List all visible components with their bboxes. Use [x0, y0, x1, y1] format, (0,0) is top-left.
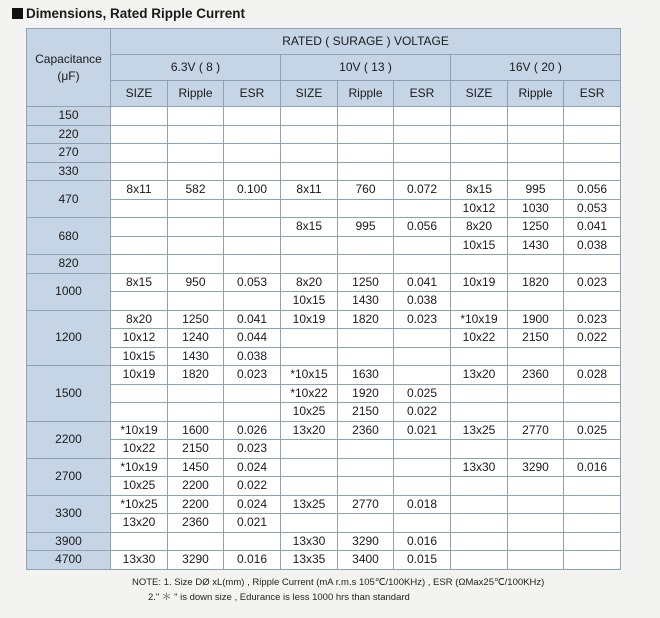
column-header-esr: ESR — [224, 81, 281, 107]
table-cell — [451, 440, 508, 459]
table-cell: 1430 — [168, 347, 224, 366]
capacitance-header — [27, 29, 111, 107]
table-cell: 8x20 — [111, 310, 168, 329]
capacitance-cell: 820 — [27, 255, 111, 274]
table-cell — [281, 236, 338, 255]
table-cell — [224, 236, 281, 255]
column-header-ripple: Ripple — [168, 81, 224, 107]
table-row — [27, 199, 621, 218]
table-cell — [508, 255, 564, 274]
table-cell — [394, 458, 451, 477]
column-header-size: SIZE — [111, 81, 168, 107]
table-cell — [451, 107, 508, 126]
table-cell: 0.028 — [564, 366, 621, 385]
table-cell: 13x30 — [451, 458, 508, 477]
table-cell — [338, 458, 394, 477]
table-cell: 0.053 — [564, 199, 621, 218]
table-cell: 0.056 — [564, 181, 621, 200]
table-cell: 13x25 — [451, 421, 508, 440]
table-cell: 950 — [168, 273, 224, 292]
table-cell — [564, 403, 621, 422]
table-cell: 0.026 — [224, 421, 281, 440]
table-cell: 2360 — [338, 421, 394, 440]
table-cell: 13x30 — [281, 532, 338, 551]
note-2: 2." ＊ " is down size , Edurance is less 1000 hrs than standard — [148, 592, 410, 603]
table-cell: *10x25 — [111, 495, 168, 514]
table-cell — [338, 236, 394, 255]
table-cell: 0.016 — [394, 532, 451, 551]
table-cell: 0.022 — [564, 329, 621, 348]
table-cell: 1630 — [338, 366, 394, 385]
table-cell — [508, 292, 564, 311]
table-cell: 0.016 — [564, 458, 621, 477]
table-cell — [224, 384, 281, 403]
table-cell — [111, 107, 168, 126]
table-cell — [508, 477, 564, 496]
table-cell: 8x11 — [111, 181, 168, 200]
table-cell — [451, 551, 508, 570]
table-row — [27, 310, 621, 329]
table-cell — [111, 532, 168, 551]
table-cell: 10x12 — [451, 199, 508, 218]
table-row — [27, 551, 621, 570]
table-cell — [394, 236, 451, 255]
table-cell — [224, 162, 281, 181]
table-cell — [168, 218, 224, 237]
table-cell — [394, 162, 451, 181]
table-cell — [338, 347, 394, 366]
table-cell — [451, 255, 508, 274]
table-cell: 0.041 — [224, 310, 281, 329]
table-cell: 8x15 — [281, 218, 338, 237]
table-cell — [281, 125, 338, 144]
table-cell: 8x20 — [451, 218, 508, 237]
table-cell: 0.100 — [224, 181, 281, 200]
table-cell: 995 — [508, 181, 564, 200]
table-cell: 0.041 — [564, 218, 621, 237]
table-row — [27, 218, 621, 237]
capacitance-header-label: Capacitance — [35, 51, 102, 66]
table-cell — [394, 514, 451, 533]
table-cell: 10x22 — [451, 329, 508, 348]
table-cell — [564, 477, 621, 496]
table-cell — [564, 162, 621, 181]
table-cell — [564, 144, 621, 163]
capacitance-header-unit: (μF) — [57, 68, 80, 83]
note-1: NOTE: 1. Size DØ xL(mm) , Ripple Current (mA r.m.s 105℃/100KHz) , ESR (ΩMax25℃/100KHz) — [132, 577, 545, 588]
table-cell — [111, 144, 168, 163]
table-cell: 3290 — [168, 551, 224, 570]
section-title-text: Dimensions, Rated Ripple Current — [26, 6, 246, 21]
table-cell — [338, 329, 394, 348]
table-row — [27, 125, 621, 144]
capacitance-cell: 1500 — [27, 366, 111, 422]
table-cell: 0.024 — [224, 495, 281, 514]
table-cell — [508, 440, 564, 459]
table-cell: 1430 — [338, 292, 394, 311]
capacitance-cell: 3300 — [27, 495, 111, 532]
table-row — [27, 236, 621, 255]
table-row — [27, 366, 621, 385]
table-cell — [394, 144, 451, 163]
capacitance-cell: 470 — [27, 181, 111, 218]
capacitance-cell: 150 — [27, 107, 111, 126]
table-cell — [111, 255, 168, 274]
table-cell: 10x15 — [451, 236, 508, 255]
table-cell — [564, 255, 621, 274]
voltage-header: 10V ( 13 ) — [281, 55, 451, 81]
table-cell: 10x15 — [281, 292, 338, 311]
table-cell — [451, 477, 508, 496]
table-cell — [338, 125, 394, 144]
table-row — [27, 144, 621, 163]
voltage-header: 16V ( 20 ) — [451, 55, 621, 81]
capacitance-cell: 330 — [27, 162, 111, 181]
table-cell — [281, 162, 338, 181]
table-cell: 0.053 — [224, 273, 281, 292]
table-cell: 1920 — [338, 384, 394, 403]
table-cell: 1820 — [508, 273, 564, 292]
column-header-size: SIZE — [281, 81, 338, 107]
table-cell: 1600 — [168, 421, 224, 440]
table-cell — [224, 125, 281, 144]
table-cell — [338, 107, 394, 126]
table-cell: 1820 — [338, 310, 394, 329]
table-cell — [564, 514, 621, 533]
table-row — [27, 458, 621, 477]
table-cell: 995 — [338, 218, 394, 237]
table-cell: 1250 — [508, 218, 564, 237]
table-row — [27, 329, 621, 348]
table-cell — [281, 329, 338, 348]
table-cell: 0.038 — [564, 236, 621, 255]
table-cell — [394, 366, 451, 385]
table-cell: 13x20 — [111, 514, 168, 533]
table-cell: 2150 — [508, 329, 564, 348]
table-row — [27, 347, 621, 366]
table-cell — [338, 255, 394, 274]
table-cell — [564, 495, 621, 514]
table-cell — [564, 551, 621, 570]
table-cell: 0.022 — [394, 403, 451, 422]
table-cell — [111, 384, 168, 403]
table-row — [27, 273, 621, 292]
table-cell — [224, 532, 281, 551]
table-cell: 1250 — [168, 310, 224, 329]
table-cell: 2200 — [168, 477, 224, 496]
table-row — [27, 403, 621, 422]
table-cell: 13x30 — [111, 551, 168, 570]
capacitance-cell: 2700 — [27, 458, 111, 495]
table-cell: 2200 — [168, 495, 224, 514]
table-cell: *10x22 — [281, 384, 338, 403]
table-cell: 0.041 — [394, 273, 451, 292]
table-row — [27, 384, 621, 403]
table-cell: 0.021 — [394, 421, 451, 440]
table-cell: 0.021 — [224, 514, 281, 533]
table-cell: 1450 — [168, 458, 224, 477]
table-cell — [508, 551, 564, 570]
table-cell: 10x12 — [111, 329, 168, 348]
table-cell — [168, 199, 224, 218]
table-cell: 8x20 — [281, 273, 338, 292]
table-cell — [338, 144, 394, 163]
table-row — [27, 162, 621, 181]
table-cell: 760 — [338, 181, 394, 200]
voltage-header: 6.3V ( 8 ) — [111, 55, 281, 81]
table-cell — [451, 347, 508, 366]
table-cell: 10x19 — [451, 273, 508, 292]
column-header-ripple: Ripple — [508, 81, 564, 107]
table-cell: 10x25 — [111, 477, 168, 496]
table-row — [27, 292, 621, 311]
table-cell — [394, 329, 451, 348]
table-cell — [224, 292, 281, 311]
table-cell: 10x19 — [281, 310, 338, 329]
table-cell — [281, 347, 338, 366]
table-cell — [224, 403, 281, 422]
table-row — [27, 421, 621, 440]
table-cell: 1430 — [508, 236, 564, 255]
table-cell: 0.044 — [224, 329, 281, 348]
table-cell — [394, 125, 451, 144]
table-cell — [451, 514, 508, 533]
table-cell — [451, 292, 508, 311]
column-header-esr: ESR — [564, 81, 621, 107]
table-cell — [394, 347, 451, 366]
table-cell: 8x11 — [281, 181, 338, 200]
table-row — [27, 514, 621, 533]
table-cell — [564, 107, 621, 126]
table-cell — [451, 162, 508, 181]
table-cell — [168, 384, 224, 403]
capacitance-cell: 680 — [27, 218, 111, 255]
table-cell — [451, 495, 508, 514]
table-cell — [564, 347, 621, 366]
table-cell: 2150 — [168, 440, 224, 459]
table-cell — [168, 107, 224, 126]
table-cell: 2770 — [338, 495, 394, 514]
table-cell — [168, 144, 224, 163]
capacitance-cell: 220 — [27, 125, 111, 144]
table-cell — [281, 514, 338, 533]
table-cell: 2150 — [338, 403, 394, 422]
table-cell: 0.016 — [224, 551, 281, 570]
table-cell: 13x20 — [281, 421, 338, 440]
table-cell: 0.022 — [224, 477, 281, 496]
table-cell — [508, 384, 564, 403]
table-cell: *10x15 — [281, 366, 338, 385]
table-notes — [132, 575, 544, 605]
table-cell: *10x19 — [451, 310, 508, 329]
table-cell — [338, 162, 394, 181]
table-cell — [224, 255, 281, 274]
table-cell — [168, 162, 224, 181]
table-cell: 0.018 — [394, 495, 451, 514]
table-cell: 0.023 — [224, 366, 281, 385]
capacitance-cell: 4700 — [27, 551, 111, 570]
table-cell — [224, 144, 281, 163]
square-bullet-icon — [12, 8, 23, 19]
table-cell: 10x19 — [111, 366, 168, 385]
section-title — [12, 4, 245, 24]
table-cell — [281, 440, 338, 459]
table-cell — [111, 199, 168, 218]
table-cell — [451, 532, 508, 551]
table-cell — [111, 403, 168, 422]
table-cell: 8x15 — [111, 273, 168, 292]
table-cell: 0.023 — [564, 310, 621, 329]
table-cell: 0.023 — [394, 310, 451, 329]
table-row — [27, 477, 621, 496]
table-cell: 10x25 — [281, 403, 338, 422]
table-cell: 10x22 — [111, 440, 168, 459]
table-cell — [281, 199, 338, 218]
table-cell: 1820 — [168, 366, 224, 385]
table-cell: 1030 — [508, 199, 564, 218]
ripple-current-table — [26, 28, 621, 570]
capacitance-cell: 2200 — [27, 421, 111, 458]
table-cell: 0.023 — [564, 273, 621, 292]
table-cell: 0.025 — [394, 384, 451, 403]
table-cell — [564, 384, 621, 403]
table-cell — [224, 107, 281, 126]
table-row — [27, 255, 621, 274]
table-cell — [451, 384, 508, 403]
table-row — [27, 107, 621, 126]
table-cell — [281, 107, 338, 126]
table-cell — [281, 144, 338, 163]
table-cell: 0.072 — [394, 181, 451, 200]
table-cell — [168, 403, 224, 422]
table-cell — [111, 236, 168, 255]
table-cell — [508, 347, 564, 366]
table-row — [27, 532, 621, 551]
table-cell — [508, 107, 564, 126]
table-cell — [564, 440, 621, 459]
table-cell: 0.024 — [224, 458, 281, 477]
table-cell: 0.023 — [224, 440, 281, 459]
table-cell: 10x15 — [111, 347, 168, 366]
table-cell — [338, 440, 394, 459]
table-cell: 582 — [168, 181, 224, 200]
table-cell: 13x25 — [281, 495, 338, 514]
table-cell — [508, 162, 564, 181]
table-cell: 3290 — [508, 458, 564, 477]
table-cell: 0.038 — [224, 347, 281, 366]
table-cell — [508, 144, 564, 163]
table-cell: 1250 — [338, 273, 394, 292]
table-cell — [564, 292, 621, 311]
table-cell — [111, 292, 168, 311]
table-row — [27, 181, 621, 200]
table-cell — [338, 199, 394, 218]
table-cell — [508, 532, 564, 551]
table-cell: 0.025 — [564, 421, 621, 440]
table-cell: 0.056 — [394, 218, 451, 237]
table-cell — [224, 218, 281, 237]
table-cell — [394, 255, 451, 274]
table-cell: 2360 — [168, 514, 224, 533]
table-cell — [168, 532, 224, 551]
table-cell — [111, 218, 168, 237]
table-cell — [111, 162, 168, 181]
table-cell — [168, 236, 224, 255]
column-header-ripple: Ripple — [338, 81, 394, 107]
table-row — [27, 440, 621, 459]
table-cell — [394, 107, 451, 126]
table-cell — [451, 144, 508, 163]
table-cell: 0.015 — [394, 551, 451, 570]
capacitance-cell: 1000 — [27, 273, 111, 310]
table-cell: 3290 — [338, 532, 394, 551]
table-cell: 1240 — [168, 329, 224, 348]
table-cell: 13x35 — [281, 551, 338, 570]
capacitance-cell: 270 — [27, 144, 111, 163]
column-header-size: SIZE — [451, 81, 508, 107]
table-cell — [564, 532, 621, 551]
table-cell: *10x19 — [111, 458, 168, 477]
table-cell: 0.038 — [394, 292, 451, 311]
table-cell — [111, 125, 168, 144]
table-cell — [281, 255, 338, 274]
table-cell — [508, 403, 564, 422]
table-cell — [394, 199, 451, 218]
table-cell — [281, 458, 338, 477]
table-cell — [338, 514, 394, 533]
table-cell: 13x20 — [451, 366, 508, 385]
table-cell — [451, 403, 508, 422]
table-cell: 8x15 — [451, 181, 508, 200]
table-cell: 1900 — [508, 310, 564, 329]
table-cell — [508, 495, 564, 514]
capacitance-cell: 3900 — [27, 532, 111, 551]
table-cell — [451, 125, 508, 144]
table-cell — [224, 199, 281, 218]
table-cell — [564, 125, 621, 144]
table-cell: 3400 — [338, 551, 394, 570]
table-cell — [508, 514, 564, 533]
column-header-esr: ESR — [394, 81, 451, 107]
table-cell: *10x19 — [111, 421, 168, 440]
table-cell — [394, 477, 451, 496]
table-row — [27, 495, 621, 514]
table-cell — [168, 125, 224, 144]
table-cell — [508, 125, 564, 144]
table-cell — [168, 255, 224, 274]
capacitance-cell: 1200 — [27, 310, 111, 366]
table-cell — [394, 440, 451, 459]
table-cell — [338, 477, 394, 496]
table-cell — [168, 292, 224, 311]
rated-voltage-header: RATED ( SURAGE ) VOLTAGE — [111, 29, 621, 55]
table-cell: 2360 — [508, 366, 564, 385]
table-cell — [281, 477, 338, 496]
table-cell: 2770 — [508, 421, 564, 440]
